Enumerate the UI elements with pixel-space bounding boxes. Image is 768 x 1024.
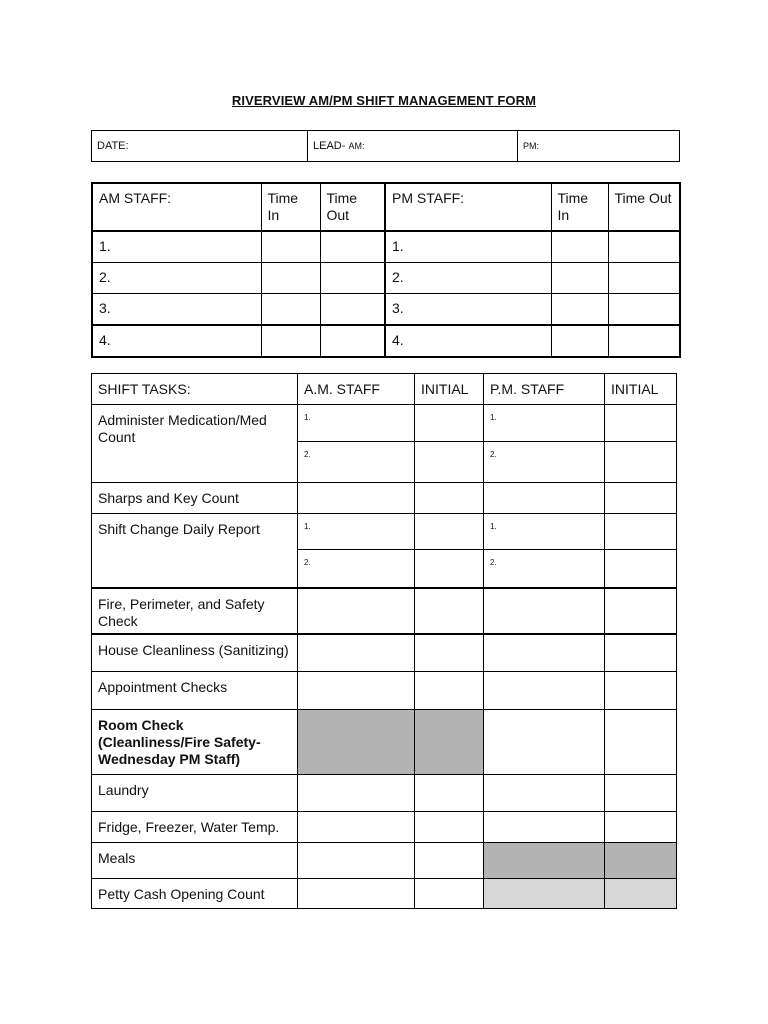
pm-initial-cell[interactable] bbox=[605, 672, 677, 710]
pm-initial-column-header: INITIAL bbox=[605, 374, 677, 405]
pm-time-out-cell[interactable] bbox=[608, 325, 680, 357]
pm-initial-cell[interactable] bbox=[605, 634, 677, 672]
lead-label: LEAD- bbox=[313, 139, 346, 152]
am-staff-cell[interactable]: 1. bbox=[298, 514, 415, 550]
staff-time-table bbox=[91, 182, 681, 358]
form-title: RIVERVIEW AM/PM SHIFT MANAGEMENT FORM bbox=[231, 93, 537, 108]
pm-time-in-cell[interactable] bbox=[551, 263, 608, 294]
am-staff-header: AM STAFF: bbox=[92, 183, 261, 231]
task-row-house-cleanliness bbox=[92, 634, 677, 672]
task-label: Appointment Checks bbox=[92, 672, 298, 710]
pm-staff-cell[interactable] bbox=[484, 588, 605, 634]
task-label: Fire, Perimeter, and Safety Check bbox=[92, 588, 298, 634]
task-row-appointments bbox=[92, 672, 677, 710]
task-label: Petty Cash Opening Count bbox=[92, 879, 298, 909]
am-time-in-cell[interactable] bbox=[261, 325, 320, 357]
am-initial-cell[interactable] bbox=[415, 634, 484, 672]
pm-staff-column-header: P.M. STAFF bbox=[484, 374, 605, 405]
pm-time-in-cell[interactable] bbox=[551, 294, 608, 326]
am-initial-cell[interactable] bbox=[415, 672, 484, 710]
am-staff-cell[interactable]: 3. bbox=[92, 294, 261, 326]
task-label: Fridge, Freezer, Water Temp. bbox=[92, 812, 298, 843]
am-staff-cell[interactable] bbox=[298, 588, 415, 634]
task-label: Room Check (Cleanliness/Fire Safety- Wednesday PM Staff) bbox=[92, 710, 298, 775]
pm-initial-cell[interactable] bbox=[605, 588, 677, 634]
am-initial-cell[interactable] bbox=[415, 588, 484, 634]
pm-staff-cell-shaded bbox=[484, 879, 605, 909]
am-initial-column-header: INITIAL bbox=[415, 374, 484, 405]
pm-staff-cell[interactable]: 3. bbox=[385, 294, 551, 326]
date-label: DATE: bbox=[97, 139, 129, 152]
pm-time-out-cell[interactable] bbox=[608, 263, 680, 294]
am-time-out-cell[interactable] bbox=[320, 325, 385, 357]
am-staff-cell[interactable]: 4. bbox=[92, 325, 261, 357]
am-staff-cell[interactable] bbox=[298, 672, 415, 710]
pm-staff-cell[interactable]: 1. bbox=[484, 514, 605, 550]
pm-staff-cell[interactable]: 1. bbox=[385, 231, 551, 263]
pm-staff-cell[interactable]: 4. bbox=[385, 325, 551, 357]
am-staff-cell[interactable] bbox=[298, 812, 415, 843]
date-field[interactable] bbox=[92, 131, 308, 162]
am-time-out-cell[interactable] bbox=[320, 231, 385, 263]
task-label: Shift Change Daily Report bbox=[92, 514, 298, 588]
task-label: Laundry bbox=[92, 775, 298, 812]
am-initial-cell[interactable] bbox=[415, 442, 484, 483]
pm-staff-cell[interactable]: 2. bbox=[385, 263, 551, 294]
am-staff-cell[interactable]: 2. bbox=[298, 550, 415, 588]
pm-initial-cell[interactable] bbox=[605, 812, 677, 843]
header-info-table bbox=[91, 130, 680, 162]
pm-staff-cell[interactable]: 1. bbox=[484, 405, 605, 442]
pm-initial-cell[interactable] bbox=[605, 550, 677, 588]
pm-initial-cell[interactable] bbox=[605, 514, 677, 550]
am-staff-column-header: A.M. STAFF bbox=[298, 374, 415, 405]
task-row-medication bbox=[92, 405, 677, 442]
tasks-header-row bbox=[92, 374, 677, 405]
task-row-petty-cash bbox=[92, 879, 677, 909]
am-initial-cell[interactable] bbox=[415, 514, 484, 550]
pm-initial-cell[interactable] bbox=[605, 442, 677, 483]
am-initial-cell[interactable] bbox=[415, 405, 484, 442]
pm-staff-cell[interactable] bbox=[484, 634, 605, 672]
pm-time-in-cell[interactable] bbox=[551, 231, 608, 263]
pm-staff-cell[interactable] bbox=[484, 483, 605, 514]
am-time-in-cell[interactable] bbox=[261, 263, 320, 294]
am-staff-cell[interactable] bbox=[298, 775, 415, 812]
pm-time-out-header: Time Out bbox=[608, 183, 680, 231]
pm-staff-cell[interactable]: 2. bbox=[484, 442, 605, 483]
am-staff-cell[interactable] bbox=[298, 634, 415, 672]
pm-initial-cell[interactable] bbox=[605, 775, 677, 812]
pm-initial-cell[interactable] bbox=[605, 405, 677, 442]
task-label: Administer Medication/Med Count bbox=[92, 405, 298, 483]
pm-staff-cell[interactable] bbox=[484, 775, 605, 812]
am-initial-cell[interactable] bbox=[415, 879, 484, 909]
pm-time-in-header: Time In bbox=[551, 183, 608, 231]
pm-staff-header: PM STAFF: bbox=[385, 183, 551, 231]
am-time-in-cell[interactable] bbox=[261, 294, 320, 326]
am-initial-cell[interactable] bbox=[415, 550, 484, 588]
pm-initial-cell[interactable] bbox=[605, 483, 677, 514]
am-staff-cell-shaded bbox=[298, 710, 415, 775]
am-staff-cell[interactable] bbox=[298, 483, 415, 514]
pm-initial-cell-shaded bbox=[605, 879, 677, 909]
am-time-in-cell[interactable] bbox=[261, 231, 320, 263]
pm-staff-cell[interactable] bbox=[484, 812, 605, 843]
task-row-daily-report bbox=[92, 514, 677, 550]
am-staff-cell[interactable]: 2. bbox=[298, 442, 415, 483]
staff-row bbox=[92, 263, 680, 294]
lead-pm-field[interactable] bbox=[518, 131, 680, 162]
am-staff-cell[interactable]: 2. bbox=[92, 263, 261, 294]
shift-tasks-table bbox=[91, 373, 677, 909]
task-label: Meals bbox=[92, 843, 298, 879]
am-time-out-cell[interactable] bbox=[320, 263, 385, 294]
staff-row bbox=[92, 231, 680, 263]
pm-label: PM: bbox=[523, 140, 540, 151]
am-initial-cell[interactable] bbox=[415, 775, 484, 812]
am-staff-cell[interactable]: 1. bbox=[92, 231, 261, 263]
pm-time-out-cell[interactable] bbox=[608, 231, 680, 263]
task-row-sharps bbox=[92, 483, 677, 514]
task-row-fire-check bbox=[92, 588, 677, 634]
am-time-in-header: Time In bbox=[261, 183, 320, 231]
am-time-out-cell[interactable] bbox=[320, 294, 385, 326]
pm-time-out-cell[interactable] bbox=[608, 294, 680, 326]
am-initial-cell[interactable] bbox=[415, 843, 484, 879]
am-staff-cell[interactable] bbox=[298, 843, 415, 879]
am-initial-cell[interactable] bbox=[415, 812, 484, 843]
shift-tasks-header: SHIFT TASKS: bbox=[92, 374, 298, 405]
task-label: House Cleanliness (Sanitizing) bbox=[92, 634, 298, 672]
task-row-meals bbox=[92, 843, 677, 879]
lead-am-field[interactable] bbox=[308, 131, 518, 162]
pm-initial-cell-shaded bbox=[605, 843, 677, 879]
task-row-laundry bbox=[92, 775, 677, 812]
pm-staff-cell[interactable]: 2. bbox=[484, 550, 605, 588]
pm-staff-cell[interactable] bbox=[484, 710, 605, 775]
pm-staff-cell-shaded bbox=[484, 843, 605, 879]
task-row-room-check bbox=[92, 710, 677, 775]
am-time-out-header: Time Out bbox=[320, 183, 385, 231]
task-row-fridge-temp bbox=[92, 812, 677, 843]
am-initial-cell[interactable] bbox=[415, 483, 484, 514]
am-initial-cell-shaded bbox=[415, 710, 484, 775]
am-staff-cell[interactable] bbox=[298, 879, 415, 909]
lead-am-label: AM: bbox=[348, 140, 365, 151]
pm-time-in-cell[interactable] bbox=[551, 325, 608, 357]
task-label: Sharps and Key Count bbox=[92, 483, 298, 514]
pm-initial-cell[interactable] bbox=[605, 710, 677, 775]
am-staff-cell[interactable]: 1. bbox=[298, 405, 415, 442]
pm-staff-cell[interactable] bbox=[484, 672, 605, 710]
staff-row bbox=[92, 294, 680, 326]
staff-row bbox=[92, 325, 680, 357]
